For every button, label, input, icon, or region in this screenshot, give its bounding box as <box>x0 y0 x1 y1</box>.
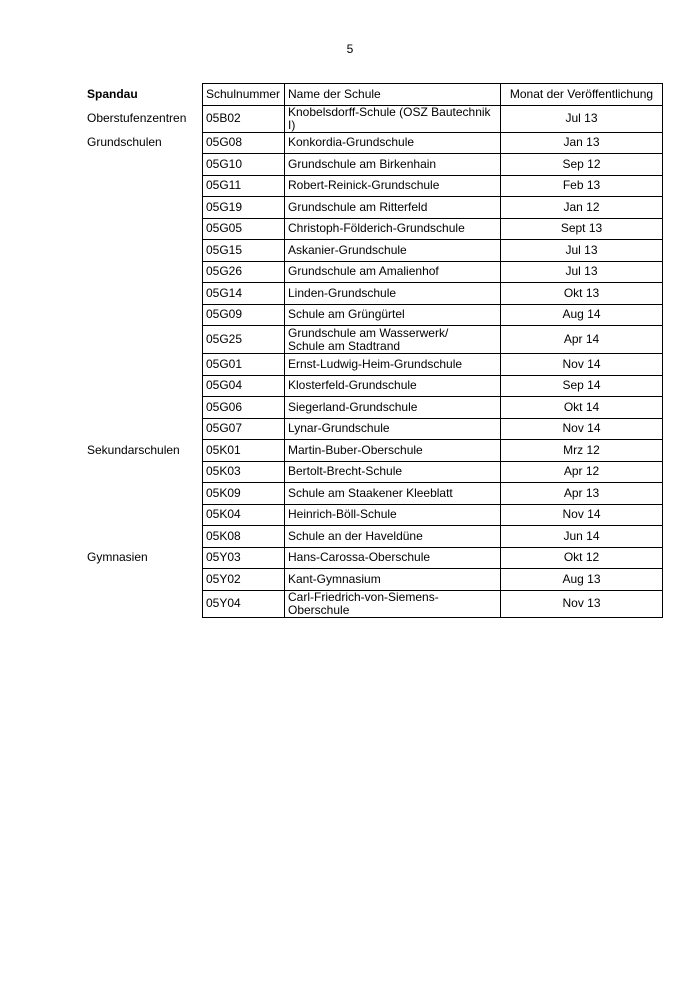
school-name: Grundschule am Ritterfeld <box>285 197 501 219</box>
school-category <box>85 504 203 526</box>
publication-month: Okt 13 <box>501 283 663 305</box>
school-number: 05Y03 <box>203 547 285 569</box>
school-name: Klosterfeld-Grundschule <box>285 375 501 397</box>
school-number: 05G11 <box>203 175 285 197</box>
school-category <box>85 175 203 197</box>
school-category <box>85 154 203 176</box>
school-name: Christoph-Földerich-Grundschule <box>285 218 501 240</box>
school-number: 05K09 <box>203 483 285 505</box>
publication-month: Sep 14 <box>501 375 663 397</box>
table-row <box>85 240 663 262</box>
school-number: 05G07 <box>203 418 285 440</box>
publication-month: Feb 13 <box>501 175 663 197</box>
table-row <box>85 304 663 326</box>
header-row <box>85 84 663 106</box>
school-name: Kant-Gymnasium <box>285 569 501 591</box>
publication-month: Jun 14 <box>501 526 663 548</box>
school-number: 05G06 <box>203 397 285 419</box>
table-row <box>85 547 663 569</box>
publication-month: Apr 12 <box>501 461 663 483</box>
publication-month: Sept 13 <box>501 218 663 240</box>
table-row <box>85 526 663 548</box>
school-name: Schule an der Haveldüne <box>285 526 501 548</box>
school-name: Knobelsdorff-Schule (OSZ Bautechnik I) <box>285 105 501 132</box>
school-number: 05K08 <box>203 526 285 548</box>
table-row <box>85 418 663 440</box>
table-row <box>85 175 663 197</box>
table-row <box>85 397 663 419</box>
school-name: Siegerland-Grundschule <box>285 397 501 419</box>
school-category: Sekundarschulen <box>87 442 180 457</box>
header-school-name: Name der Schule <box>285 84 501 106</box>
school-number: 05G08 <box>203 132 285 154</box>
publication-month: Nov 14 <box>501 504 663 526</box>
header-school-number: Schulnummer <box>203 84 285 106</box>
school-number: 05K04 <box>203 504 285 526</box>
school-category <box>85 218 203 240</box>
school-category: Oberstufenzentren <box>87 111 187 125</box>
school-number: 05G25 <box>203 326 285 354</box>
publication-month: Jan 13 <box>501 132 663 154</box>
table-row <box>85 283 663 305</box>
table-row <box>85 504 663 526</box>
school-category <box>85 483 203 505</box>
school-name: Grundschule am Birkenhain <box>285 154 501 176</box>
school-name: Schule am Grüngürtel <box>285 304 501 326</box>
school-name: Lynar-Grundschule <box>285 418 501 440</box>
publication-month: Jan 12 <box>501 197 663 219</box>
table-row <box>85 461 663 483</box>
school-category <box>85 590 203 617</box>
school-name: Grundschule am Amalienhof <box>285 261 501 283</box>
school-number: 05G05 <box>203 218 285 240</box>
table-row <box>85 375 663 397</box>
school-category <box>85 375 203 397</box>
publication-month: Aug 13 <box>501 569 663 591</box>
school-category <box>85 240 203 262</box>
school-number: 05Y04 <box>203 590 285 617</box>
table-row <box>85 154 663 176</box>
school-number: 05G01 <box>203 354 285 376</box>
table-row <box>85 261 663 283</box>
publication-month: Apr 14 <box>501 326 663 354</box>
table-row <box>85 197 663 219</box>
header-publication-month: Monat der Veröffentlichung <box>501 84 663 106</box>
school-name: Bertolt-Brecht-Schule <box>285 461 501 483</box>
table-row <box>85 569 663 591</box>
table-row <box>85 218 663 240</box>
table-row <box>85 132 663 154</box>
school-number: 05G10 <box>203 154 285 176</box>
publication-month: Nov 14 <box>501 354 663 376</box>
school-name: Askanier-Grundschule <box>285 240 501 262</box>
school-category <box>85 569 203 591</box>
school-name: Carl-Friedrich-von-Siemens-Oberschule <box>285 590 501 617</box>
school-category <box>85 461 203 483</box>
publication-month: Okt 12 <box>501 547 663 569</box>
school-number: 05G26 <box>203 261 285 283</box>
school-category <box>85 304 203 326</box>
school-number: 05K01 <box>203 440 285 462</box>
publication-month: Apr 13 <box>501 483 663 505</box>
table-row <box>85 105 663 132</box>
school-number: 05B02 <box>203 105 285 132</box>
table-row <box>85 354 663 376</box>
school-name-line-2: Schule am Stadtrand <box>288 338 401 353</box>
publication-month: Okt 14 <box>501 397 663 419</box>
school-number: 05Y02 <box>203 569 285 591</box>
school-category <box>85 397 203 419</box>
school-category <box>85 418 203 440</box>
school-name: Konkordia-Grundschule <box>285 132 501 154</box>
school-name: Robert-Reinick-Grundschule <box>285 175 501 197</box>
school-name-line-1: Grundschule am Wasserwerk/ <box>288 325 449 340</box>
school-category: Grundschulen <box>87 135 162 150</box>
table-row <box>85 590 663 617</box>
school-name <box>285 326 501 354</box>
school-number: 05G14 <box>203 283 285 305</box>
school-number: 05G04 <box>203 375 285 397</box>
publication-month: Aug 14 <box>501 304 663 326</box>
school-category: Gymnasien <box>87 550 148 565</box>
school-number: 05G19 <box>203 197 285 219</box>
table-row <box>85 483 663 505</box>
publication-month: Jul 13 <box>501 240 663 262</box>
school-name: Ernst-Ludwig-Heim-Grundschule <box>285 354 501 376</box>
publication-month: Sep 12 <box>501 154 663 176</box>
publication-month: Nov 13 <box>501 590 663 617</box>
publication-month: Mrz 12 <box>501 440 663 462</box>
school-name: Linden-Grundschule <box>285 283 501 305</box>
publication-month: Jul 13 <box>501 261 663 283</box>
school-category <box>85 261 203 283</box>
school-number: 05G15 <box>203 240 285 262</box>
school-number: 05K03 <box>203 461 285 483</box>
table-row <box>85 440 663 462</box>
school-category <box>85 326 203 354</box>
school-category <box>85 526 203 548</box>
school-table <box>85 83 663 618</box>
school-number: 05G09 <box>203 304 285 326</box>
region-label: Spandau <box>87 86 138 101</box>
school-category <box>85 354 203 376</box>
school-category <box>85 197 203 219</box>
page-number: 5 <box>346 42 354 56</box>
school-name: Heinrich-Böll-Schule <box>285 504 501 526</box>
school-name: Martin-Buber-Oberschule <box>285 440 501 462</box>
school-name: Hans-Carossa-Oberschule <box>285 547 501 569</box>
school-category <box>85 283 203 305</box>
school-name: Schule am Staakener Kleeblatt <box>285 483 501 505</box>
table-row <box>85 326 663 354</box>
publication-month: Jul 13 <box>501 105 663 132</box>
publication-month: Nov 14 <box>501 418 663 440</box>
